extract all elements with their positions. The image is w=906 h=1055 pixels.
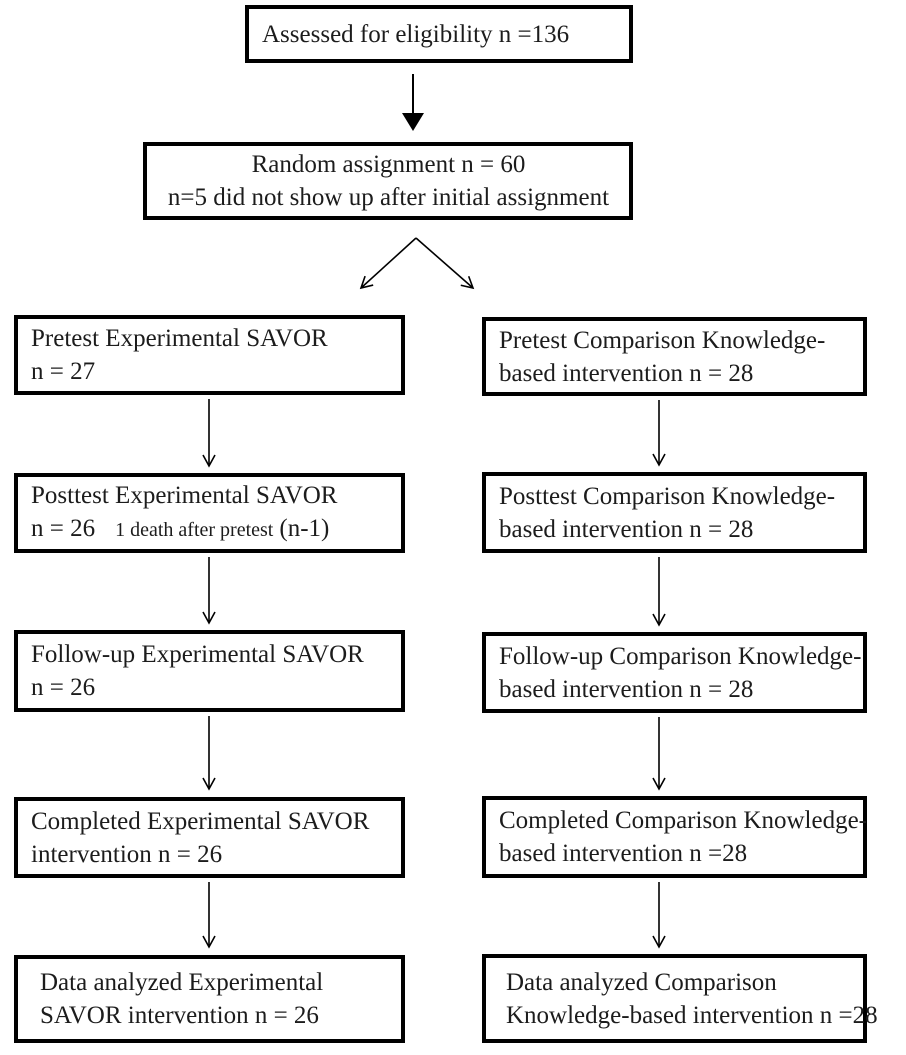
box-line1: Data analyzed Experimental — [40, 969, 324, 996]
box-line2: n=5 did not show up after initial assignment — [167, 184, 610, 211]
box-posttest-comparison — [482, 472, 867, 553]
posttest-death-note: 1 death after pretest — [115, 519, 274, 541]
box-assessed-eligibility — [245, 5, 633, 63]
box-random-assignment — [143, 142, 633, 220]
box-followup-experimental — [14, 630, 405, 712]
arrow-random-to-pretest-comparison — [416, 238, 473, 288]
box-line1: Follow-up Comparison Knowledge- — [499, 642, 862, 670]
box-line1: Random assignment n = 60 — [251, 151, 526, 178]
box-analyzed-comparison — [482, 954, 878, 1043]
box-line1: Posttest Comparison Knowledge- — [499, 482, 836, 510]
box-line1: Posttest Experimental SAVOR — [31, 482, 338, 509]
posttest-n-minus-1: (n-1) — [279, 515, 330, 542]
box-line2: based intervention n =28 — [499, 840, 748, 867]
box-line1: Completed Experimental SAVOR — [31, 807, 370, 835]
box-completed-comparison — [482, 796, 867, 878]
box-line2 — [31, 512, 389, 547]
posttest-n-value: n = 26 — [31, 515, 96, 542]
box-followup-comparison — [482, 632, 867, 713]
box-pretest-experimental — [14, 315, 405, 395]
box-line2: Knowledge-based intervention n =28 — [506, 1001, 878, 1029]
arrow-eligibility-to-random — [402, 74, 424, 131]
box-text: Assessed for eligibility n =136 — [262, 20, 570, 48]
box-line2: intervention n = 26 — [31, 840, 223, 868]
box-line2: SAVOR intervention n = 26 — [40, 1002, 319, 1029]
box-line2: based intervention n = 28 — [499, 515, 754, 543]
box-line2: n = 27 — [31, 358, 96, 385]
box-line1: Pretest Comparison Knowledge- — [499, 326, 826, 354]
box-line1: Data analyzed Comparison — [506, 968, 777, 996]
box-analyzed-experimental — [14, 955, 405, 1043]
box-posttest-experimental — [14, 473, 405, 553]
box-line1: Pretest Experimental SAVOR — [31, 325, 328, 352]
box-line1: Follow-up Experimental SAVOR — [31, 641, 364, 668]
box-line2: based intervention n = 28 — [499, 675, 754, 703]
arrow-random-to-pretest-experimental — [361, 238, 416, 288]
box-line1: Completed Comparison Knowledge- — [499, 807, 867, 834]
box-line2: based intervention n = 28 — [499, 359, 754, 387]
box-completed-experimental — [14, 797, 405, 878]
box-line2: n = 26 — [31, 674, 96, 701]
box-pretest-comparison — [482, 317, 867, 396]
